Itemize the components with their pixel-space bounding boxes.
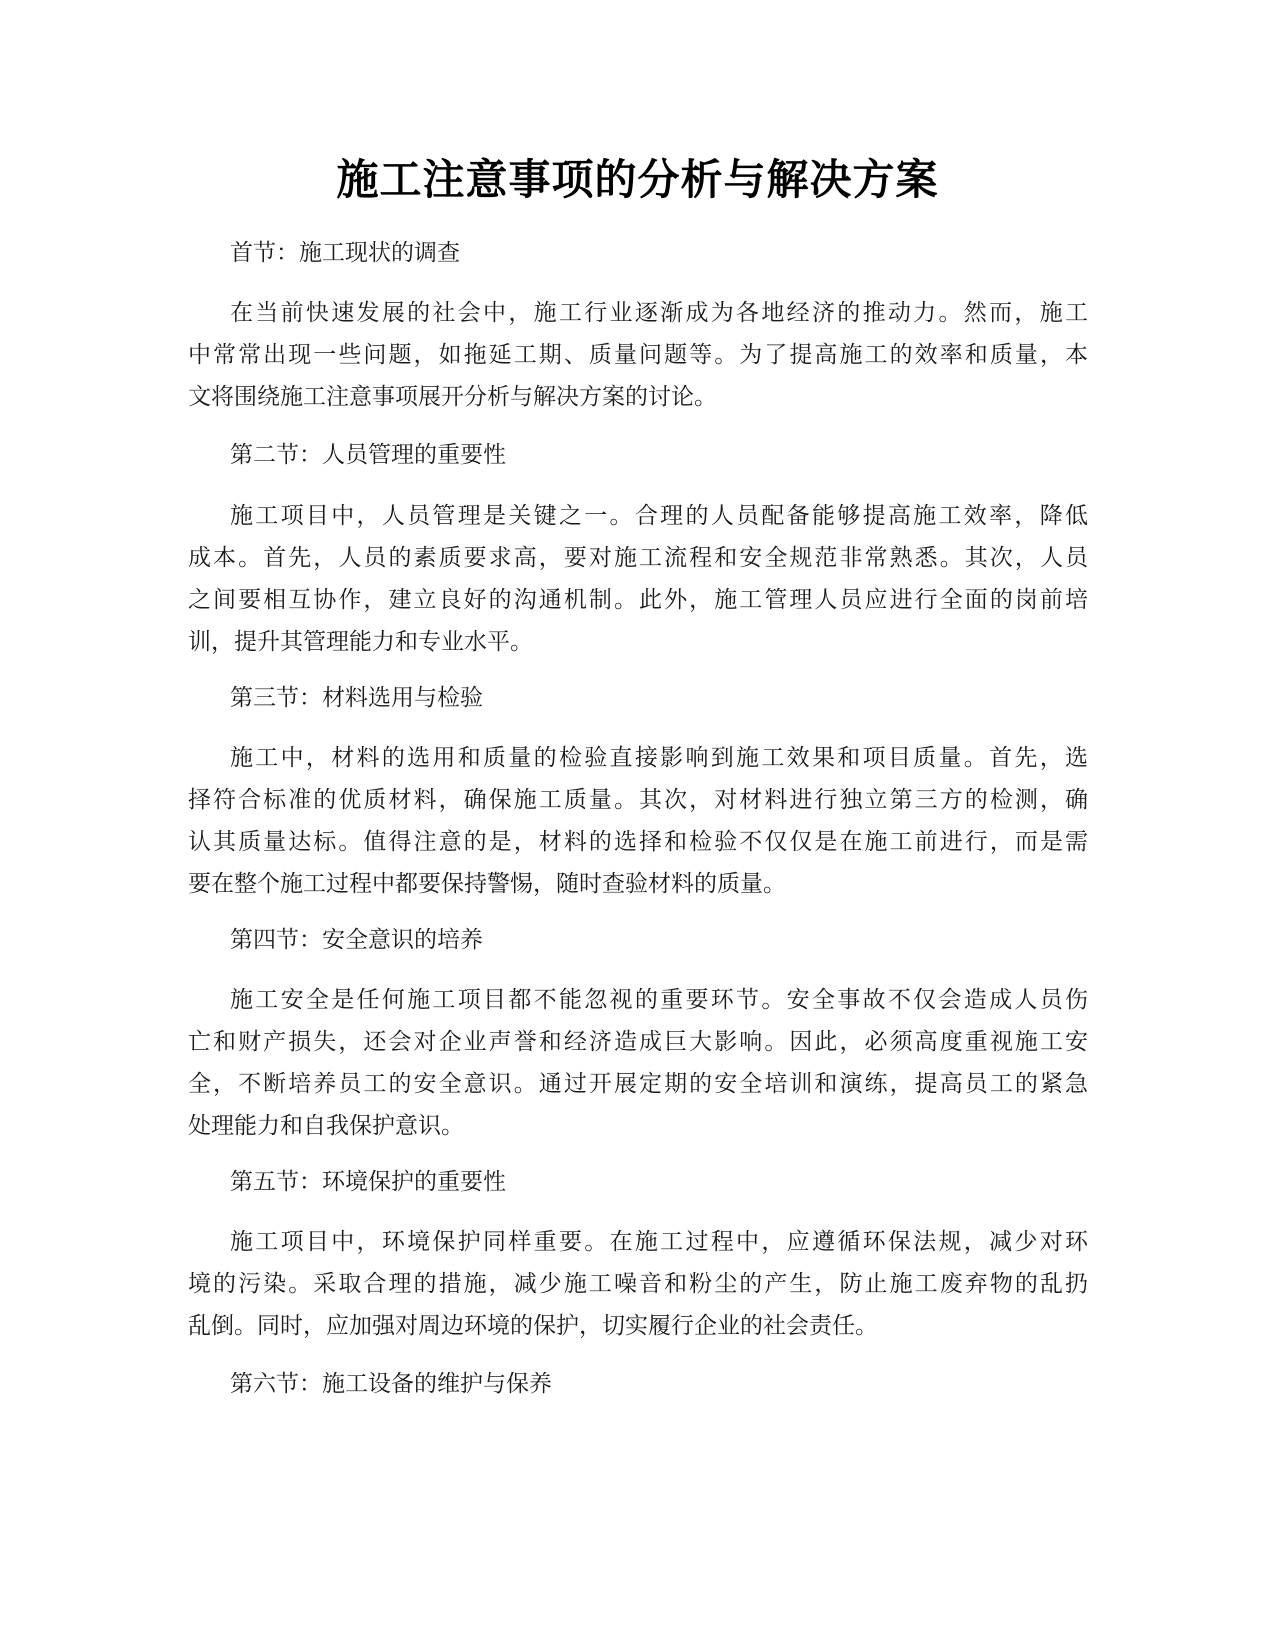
paragraph-line: 训，提升其管理能力和专业水平。 <box>188 629 533 655</box>
section-heading: 第二节：人员管理的重要性 <box>230 442 506 468</box>
section-paragraph <box>188 737 1088 905</box>
paragraph-line: 在当前快速发展的社会中，施工行业逐渐成为各地经济的推动力。然而，施工 <box>230 300 1088 326</box>
paragraph-line: 之间要相互协作，建立良好的沟通机制。此外，施工管理人员应进行全面的岗前培 <box>188 587 1088 613</box>
paragraph-line: 施工项目中，人员管理是关键之一。合理的人员配备能够提高施工效率，降低 <box>230 503 1088 529</box>
paragraph-line: 处理能力和自我保护意识。 <box>188 1113 464 1139</box>
paragraph-line: 中常常出现一些问题，如拖延工期、质量问题等。为了提高施工的效率和质量，本 <box>188 342 1088 368</box>
paragraph-line: 全，不断培养员工的安全意识。通过开展定期的安全培训和演练，提高员工的紧急 <box>188 1071 1088 1097</box>
section-paragraph <box>188 292 1088 418</box>
section-heading: 第四节：安全意识的培养 <box>230 927 483 953</box>
paragraph-line: 乱倒。同时，应加强对周边环境的保护，切实履行企业的社会责任。 <box>188 1313 878 1339</box>
section-paragraph <box>188 979 1088 1147</box>
paragraph-line: 境的污染。采取合理的措施，减少施工噪音和粉尘的产生，防止施工废弃物的乱扔 <box>188 1271 1088 1297</box>
section-heading: 第三节：材料选用与检验 <box>230 685 483 711</box>
paragraph-line: 成本。首先，人员的素质要求高，要对施工流程和安全规范非常熟悉。其次，人员 <box>188 545 1088 571</box>
section-heading: 第五节：环境保护的重要性 <box>230 1169 506 1195</box>
document-title: 施工注意事项的分析与解决方案 <box>336 155 939 204</box>
section-paragraph <box>188 495 1088 663</box>
section-heading: 第六节：施工设备的维护与保养 <box>230 1371 552 1397</box>
paragraph-line: 施工安全是任何施工项目都不能忽视的重要环节。安全事故不仅会造成人员伤 <box>230 987 1088 1013</box>
paragraph-line: 择符合标准的优质材料，确保施工质量。其次，对材料进行独立第三方的检测，确 <box>188 787 1088 813</box>
paragraph-line: 亡和财产损失，还会对企业声誉和经济造成巨大影响。因此，必须高度重视施工安 <box>188 1029 1088 1055</box>
paragraph-line: 文将围绕施工注意事项展开分析与解决方案的讨论。 <box>188 384 717 410</box>
paragraph-line: 施工项目中，环境保护同样重要。在施工过程中，应遵循环保法规，减少对环 <box>230 1229 1088 1255</box>
paragraph-line: 施工中，材料的选用和质量的检验直接影响到施工效果和项目质量。首先，选 <box>230 745 1088 771</box>
section-paragraph <box>188 1221 1088 1347</box>
paragraph-line: 认其质量达标。值得注意的是，材料的选择和检验不仅仅是在施工前进行，而是需 <box>188 829 1088 855</box>
paragraph-line: 要在整个施工过程中都要保持警惕，随时查验材料的质量。 <box>188 871 786 897</box>
section-heading: 首节：施工现状的调查 <box>230 240 460 266</box>
